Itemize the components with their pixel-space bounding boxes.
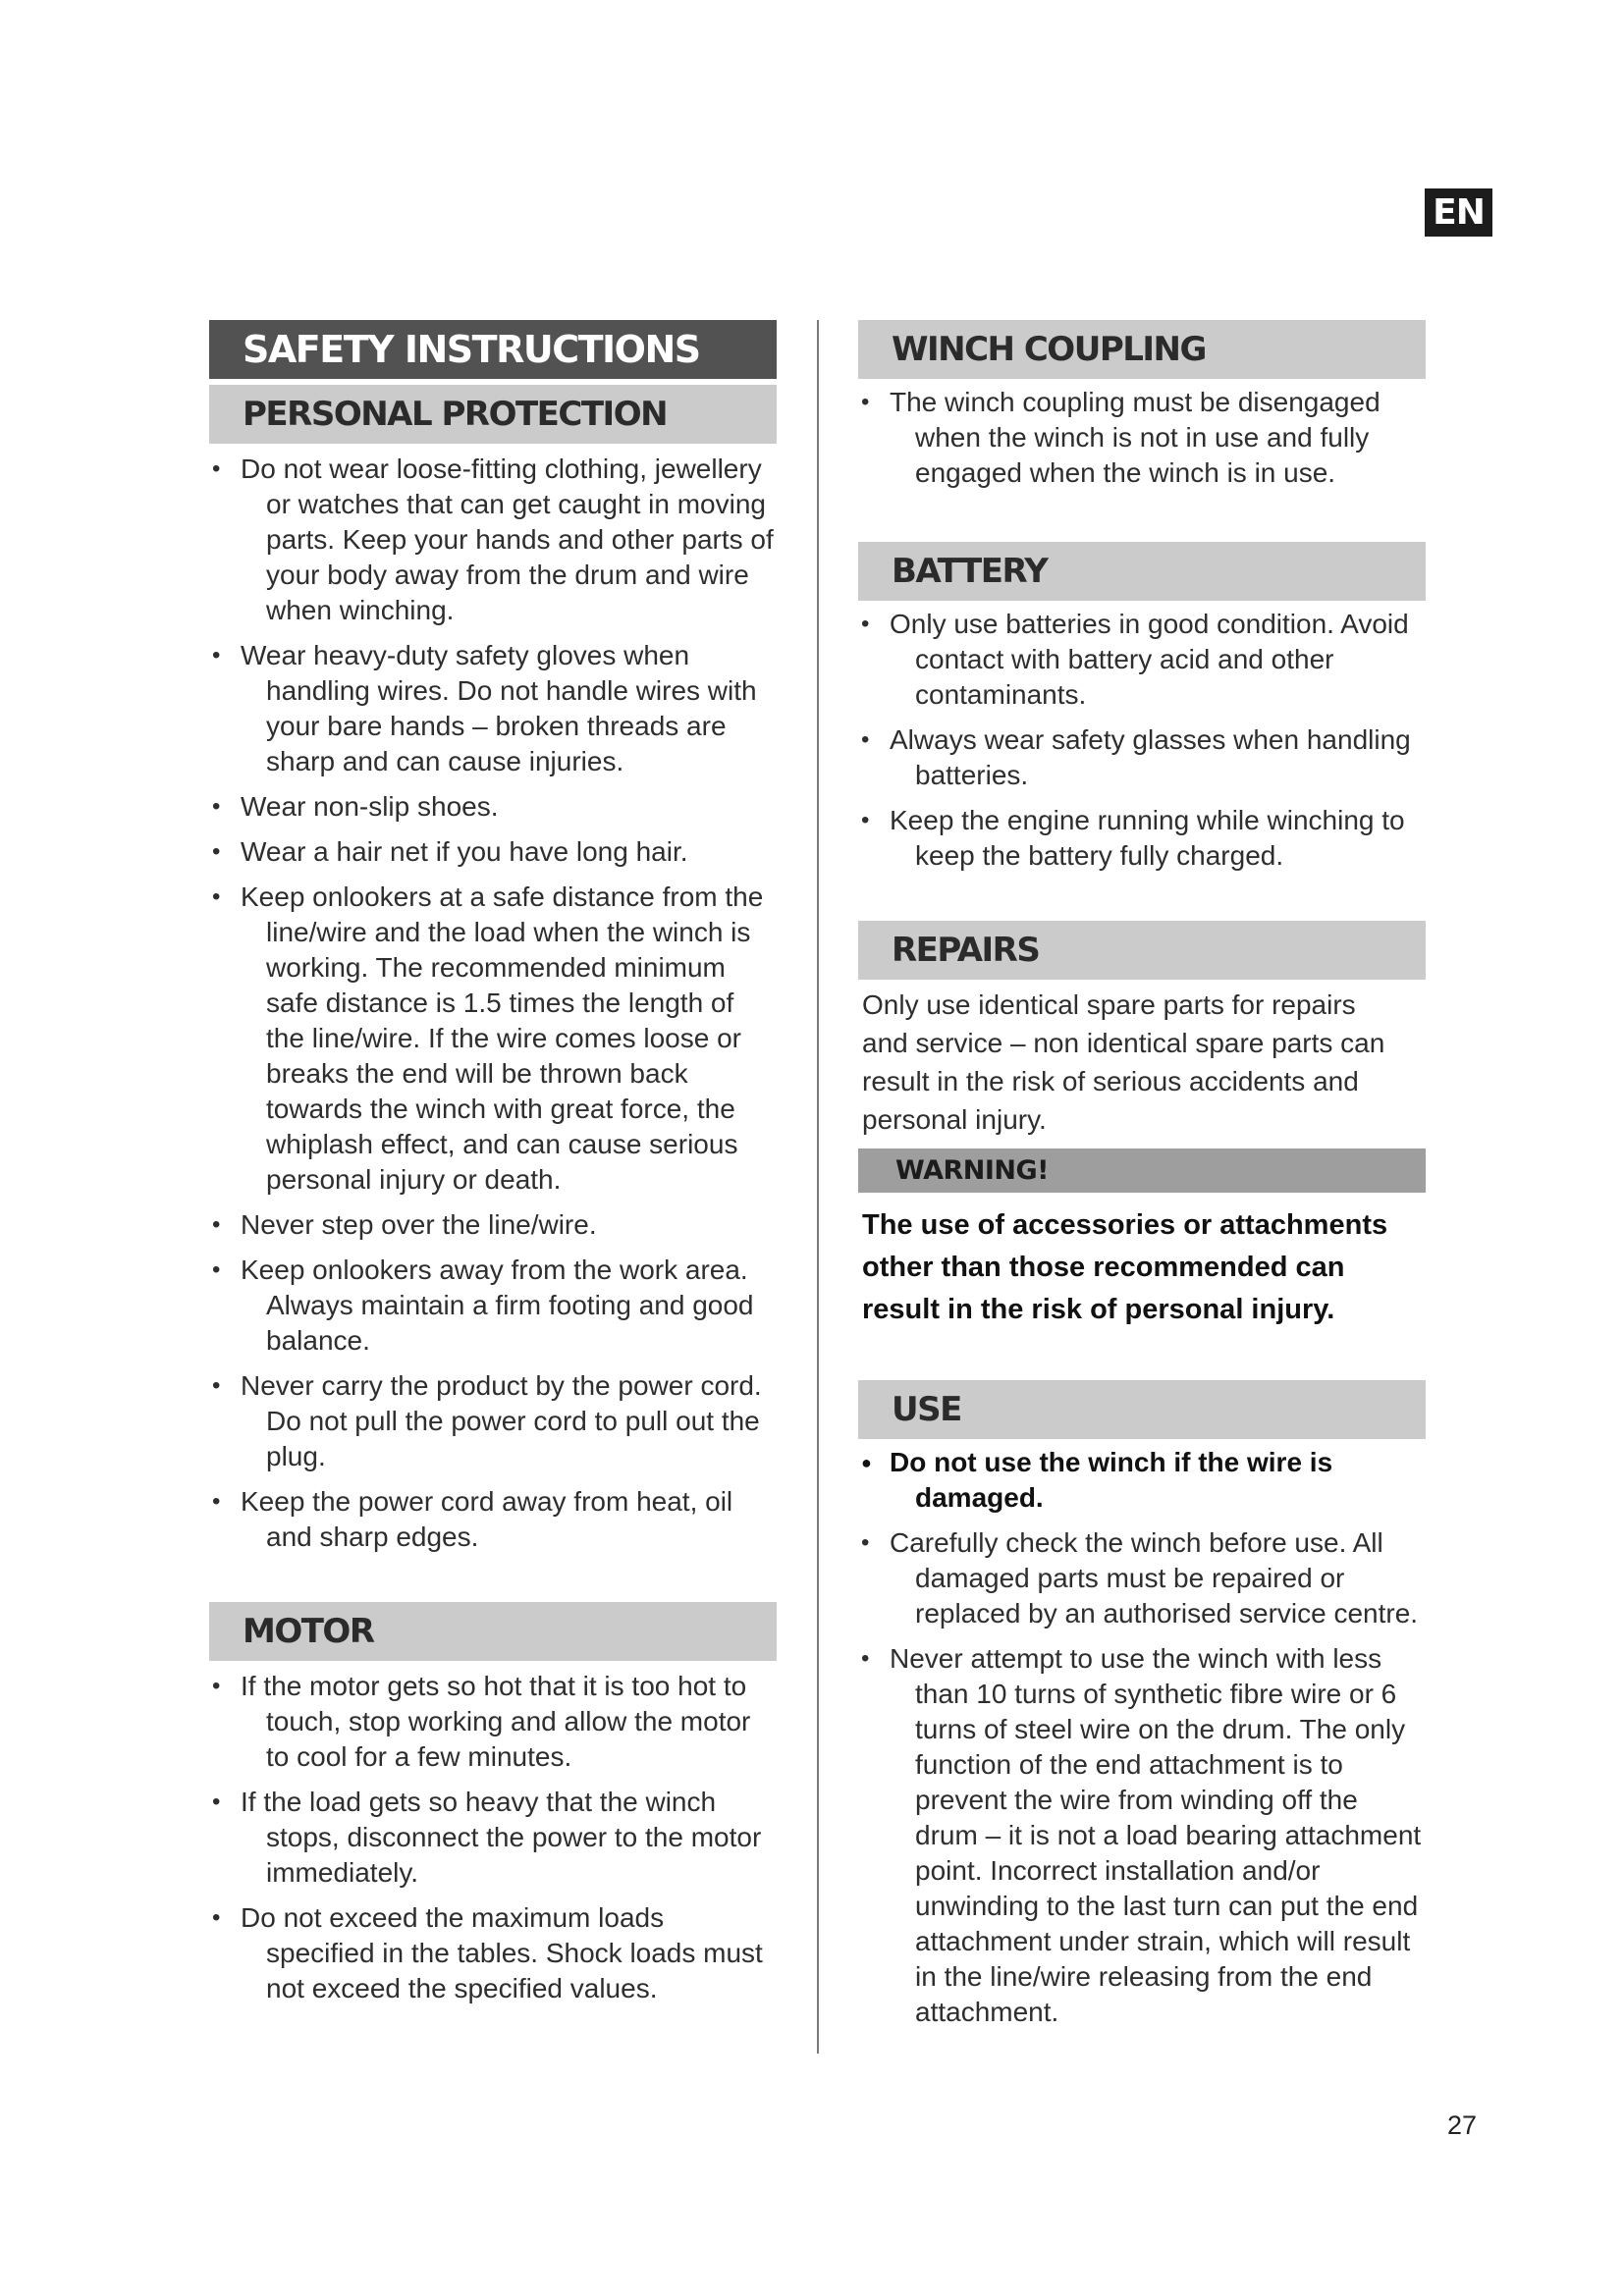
list-item: • Do not wear loose-fitting clothing, jewellery or watches that can get caught in moving parts. Keep your hands and other parts of your body away from the drum and wire when winching.	[209, 452, 777, 628]
language-badge: EN	[1425, 188, 1492, 237]
list-item: • If the load gets so heavy that the winch stops, disconnect the power to the motor immediately.	[209, 1785, 777, 1891]
list-item: • Carefully check the winch before use. All damaged parts must be repaired or replaced by an authorised service centre.	[858, 1525, 1426, 1631]
section-heading-motor: MOTOR	[209, 1602, 777, 1661]
section-heading-repairs: REPAIRS	[858, 921, 1426, 980]
page-number: 27	[1447, 2110, 1478, 2140]
repairs-text: Only use identical spare parts for repairs and service – non identical spare parts can result in the risk of serious accidents and personal injury.	[862, 989, 1385, 1135]
column-divider	[817, 320, 819, 2054]
motor-list	[209, 1669, 777, 2006]
winch-coupling-list	[858, 385, 1426, 491]
list-item: • The winch coupling must be disengaged when the winch is not in use and fully engaged when the winch is in use.	[858, 385, 1426, 491]
section-heading-battery: BATTERY	[858, 542, 1426, 601]
section-heading-use: USE	[858, 1380, 1426, 1439]
warning-text: The use of accessories or attachments other than those recommended can result in the risk of personal injury.	[862, 1209, 1388, 1325]
list-item: • Do not exceed the maximum loads specified in the tables. Shock loads must not exceed the specified values.	[209, 1900, 777, 2006]
list-item: • Only use batteries in good condition. Avoid contact with battery acid and other contaminants.	[858, 607, 1426, 713]
use-list	[858, 1445, 1426, 2030]
list-item: • Keep the engine running while winching to keep the battery fully charged.	[858, 803, 1426, 874]
list-item: • Keep the power cord away from heat, oil and sharp edges.	[209, 1484, 777, 1555]
list-item: • Always wear safety glasses when handling batteries.	[858, 722, 1426, 793]
list-item: • Never attempt to use the winch with less than 10 turns of synthetic fibre wire or 6 turns of steel wire on the drum. The only function of the end attachment is to prevent the wire from winding off the drum – it is not a load bearing attachment point. Incorrect installation and/or unwinding to the last turn can put the end attachment under strain, which will result in the line/wire releasing from the end attachment.	[858, 1641, 1426, 2030]
left-column	[209, 320, 777, 2016]
list-item: • If the motor gets so hot that it is too hot to touch, stop working and allow the motor to cool for a few minutes.	[209, 1669, 777, 1775]
warning-label: WARNING!	[858, 1148, 1426, 1193]
list-item: • Wear heavy-duty safety gloves when handling wires. Do not handle wires with your bare hands – broken threads are sharp and can cause injuries.	[209, 638, 777, 779]
section-heading-personal-protection: PERSONAL PROTECTION	[209, 385, 777, 444]
section-heading-winch-coupling: WINCH COUPLING	[858, 320, 1426, 379]
list-item: • Never step over the line/wire.	[209, 1207, 777, 1243]
battery-list	[858, 607, 1426, 874]
list-item: • Wear non-slip shoes.	[209, 789, 777, 825]
list-item: • Keep onlookers away from the work area. Always maintain a firm footing and good balance.	[209, 1253, 777, 1359]
list-item: ● Do not use the winch if the wire is damaged.	[858, 1445, 1426, 1516]
right-column	[858, 320, 1426, 2040]
page-title: SAFETY INSTRUCTIONS	[209, 320, 777, 379]
list-item: • Keep onlookers at a safe distance from the line/wire and the load when the winch is working. The recommended minimum safe distance is 1.5 times the length of the line/wire. If the wire comes loose or breaks the end will be thrown back towards the winch with great force, the whiplash effect, and can cause serious personal injury or death.	[209, 880, 777, 1198]
list-item: • Never carry the product by the power cord. Do not pull the power cord to pull out the plug.	[209, 1368, 777, 1474]
personal-protection-list	[209, 452, 777, 1555]
list-item: • Wear a hair net if you have long hair.	[209, 834, 777, 870]
